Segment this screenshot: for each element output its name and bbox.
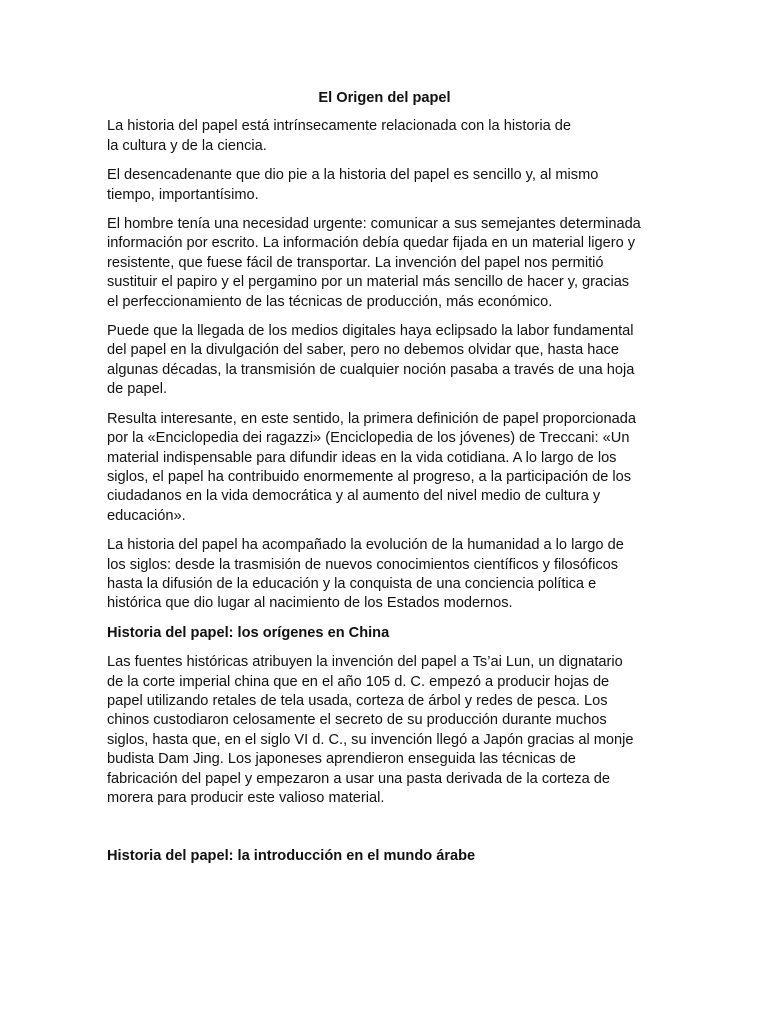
text-line: información por escrito. La información debía quedar fijada en un material ligero y bbox=[107, 235, 636, 252]
paragraph-5 bbox=[107, 410, 667, 526]
text-line: siglos, el papel ha contribuido enormemente al progreso, a la participación de los bbox=[107, 468, 632, 485]
text-line: sustituir el papiro y el pergamino por un material más sencillo de hacer y, gracias bbox=[107, 274, 630, 291]
paragraph-4 bbox=[107, 322, 667, 400]
text-line: Puede que la llegada de los medios digitales haya eclipsado la labor fundamental bbox=[107, 323, 634, 340]
text-line: El hombre tenía una necesidad urgente: comunicar a sus semejantes determinada bbox=[107, 216, 641, 233]
paragraph-1 bbox=[107, 117, 667, 156]
text-line: chinos custodiaron celosamente el secreto de su producción durante muchos bbox=[107, 712, 607, 729]
text-line: tiempo, importantísimo. bbox=[107, 186, 259, 203]
document-body bbox=[107, 89, 667, 864]
text-line: material indispensable para difundir ideas en la vida cotidiana. A lo largo de los bbox=[107, 449, 617, 466]
text-line: ciudadanos en la vida democrática y al aumento del nivel medio de cultura y bbox=[107, 488, 601, 505]
text-line: del papel en la divulgación del saber, pero no debemos olvidar que, hasta hace bbox=[107, 342, 619, 359]
text-line: siglos, hasta que, en el siglo VI d. C., su invención llegó a Japón gracias al monje bbox=[107, 731, 634, 748]
section-heading-arab-world: Historia del papel: la introducción en el mundo árabe bbox=[107, 848, 476, 864]
text-line: El desencadenante que dio pie a la historia del papel es sencillo y, al mismo bbox=[107, 167, 599, 184]
text-line: budista Dam Jing. Los japoneses aprendieron enseguida las técnicas de bbox=[107, 751, 576, 768]
text-line: la cultura y de la ciencia. bbox=[107, 137, 267, 154]
text-line: papel utilizando retales de tela usada, corteza de árbol y redes de pesca. Los bbox=[107, 692, 608, 709]
text-line: de papel. bbox=[107, 381, 168, 398]
text-line: morera para producir este valioso material. bbox=[107, 790, 385, 806]
text-line: La historia del papel está intrínsecamente relacionada con la historia de bbox=[107, 118, 572, 135]
document-title: El Origen del papel bbox=[318, 90, 451, 106]
text-line: algunas décadas, la transmisión de cualquier noción pasaba a través de una hoja bbox=[107, 361, 635, 378]
paragraph-china bbox=[107, 653, 667, 808]
text-line: Las fuentes históricas atribuyen la invención del papel a Ts’ai Lun, un dignatario bbox=[107, 654, 623, 671]
text-line: el perfeccionamiento de las técnicas de producción, más económico. bbox=[107, 293, 553, 310]
text-line: hasta la difusión de la educación y la conquista de una conciencia política e bbox=[107, 575, 597, 592]
text-line: resistente, que fuese fácil de transportar. La invención del papel nos permitió bbox=[107, 254, 604, 271]
text-line: por la «Enciclopedia dei ragazzi» (Enciclopedia de los jóvenes) de Treccani: «Un bbox=[107, 430, 630, 447]
paragraph-3 bbox=[107, 215, 667, 312]
text-line: de la corte imperial china que en el año 105 d. C. empezó a producir hojas de bbox=[107, 673, 610, 690]
paragraph-2 bbox=[107, 166, 667, 205]
text-line: fabricación del papel y empezaron a usar una pasta derivada de la corteza de bbox=[107, 770, 610, 787]
text-line: histórica que dio lugar al nacimiento de los Estados modernos. bbox=[107, 595, 513, 612]
text-line: los siglos: desde la trasmisión de nuevos conocimientos científicos y filosóficos bbox=[107, 556, 619, 573]
text-line: La historia del papel ha acompañado la evolución de la humanidad a lo largo de bbox=[107, 537, 624, 554]
text-line: Resulta interesante, en este sentido, la primera definición de papel proporcionada bbox=[107, 410, 636, 427]
paragraph-6 bbox=[107, 536, 667, 614]
text-line: educación». bbox=[107, 507, 186, 524]
section-heading-china: Historia del papel: los orígenes en China bbox=[107, 624, 390, 641]
